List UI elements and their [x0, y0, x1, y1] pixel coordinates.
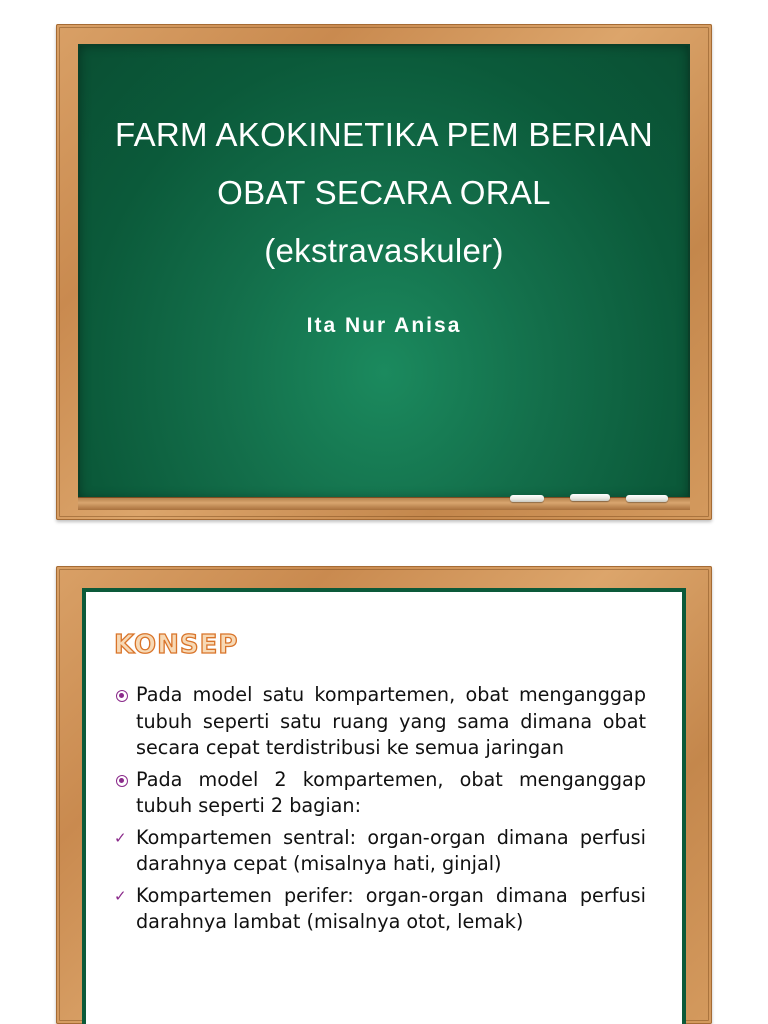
- circle-bullet-icon: [116, 690, 128, 702]
- title-line-2: OBAT SECARA ORAL: [217, 174, 551, 211]
- list-item: [114, 682, 646, 762]
- list-item: [114, 883, 646, 936]
- title-line-1: FARM AKOKINETIKA PEM BERIAN: [114, 116, 654, 153]
- bullet-list: [114, 682, 646, 941]
- list-item-text: Kompartemen sentral: organ-organ dimana perfusi darahnya cepat (misalnya hati, ginjal): [136, 825, 646, 875]
- chalk-piece-1: [510, 495, 544, 502]
- chalk-piece-2: [570, 494, 610, 501]
- author-name: Ita Nur Anisa: [306, 314, 462, 337]
- checkmark-icon: ✓: [114, 886, 127, 905]
- chalk-piece-3: [626, 495, 668, 502]
- list-item: [114, 825, 646, 878]
- circle-bullet-icon: [116, 775, 128, 787]
- checkmark-icon: ✓: [114, 828, 127, 847]
- slide-2-frame: [56, 566, 712, 1024]
- list-item: [114, 767, 646, 820]
- slide-title: [78, 106, 690, 280]
- slide-1-frame: [56, 24, 712, 520]
- slide-heading: KONSEP: [114, 630, 239, 660]
- content-board: [82, 588, 686, 1024]
- chalk-ledge: [78, 498, 690, 510]
- list-item-text: Pada model satu kompartemen, obat menganggap tubuh seperti satu ruang yang sama dimana obat secara cepat terdistribusi ke semua jaringan: [136, 683, 646, 759]
- list-item-text: Pada model 2 kompartemen, obat menganggap tubuh seperti 2 bagian:: [136, 767, 646, 817]
- title-line-3: (ekstravaskuler): [264, 232, 504, 269]
- chalkboard: [78, 44, 690, 500]
- list-item-text: Kompartemen perifer: organ-organ dimana perfusi darahnya lambat (misalnya otot, lemak): [136, 883, 646, 933]
